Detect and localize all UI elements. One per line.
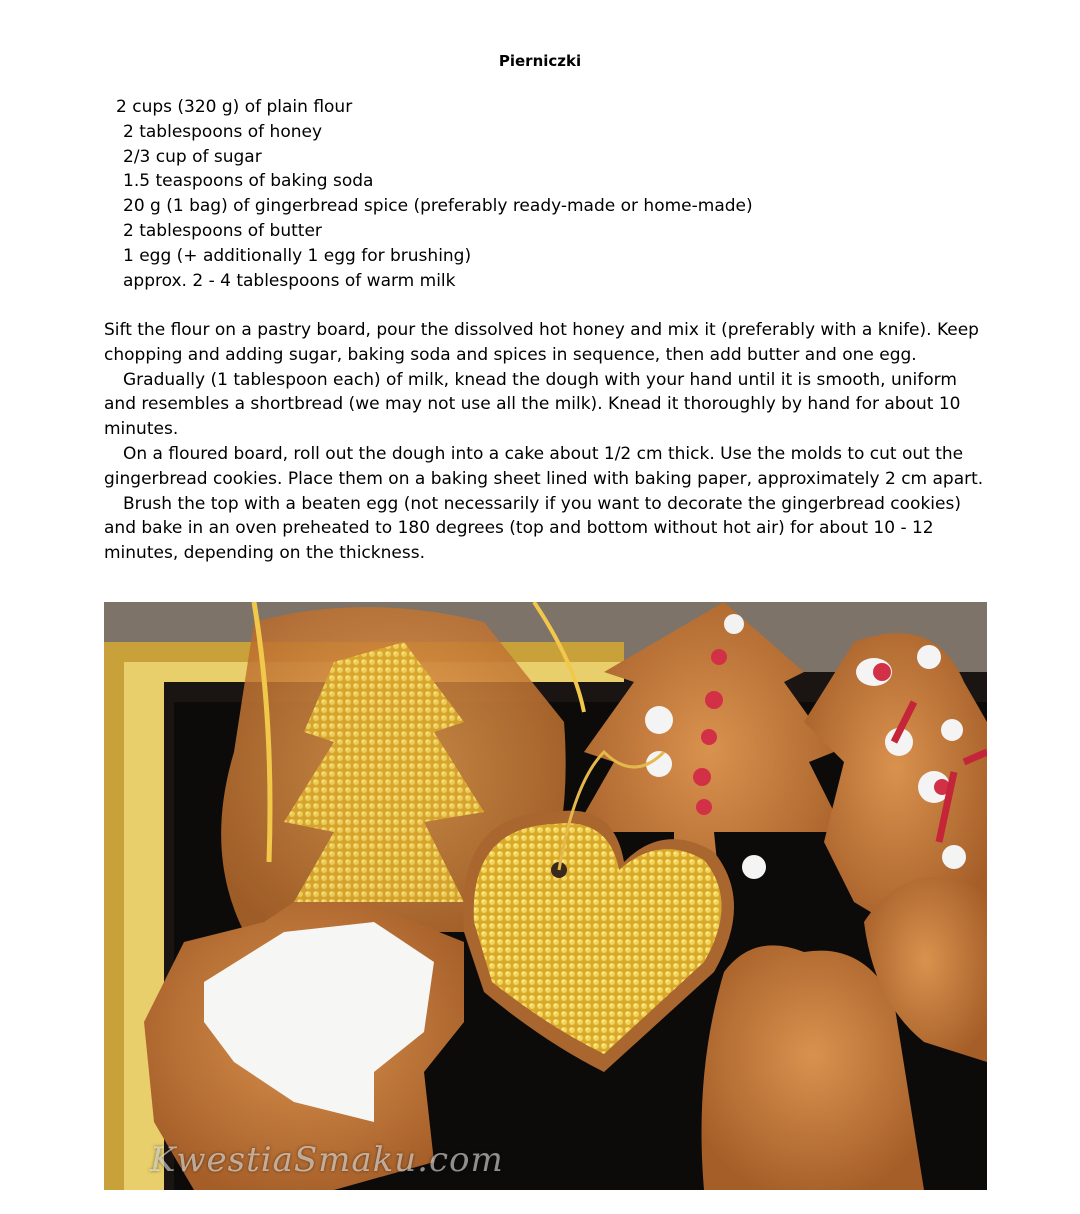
ingredient-item: 1 egg (+ additionally 1 egg for brushing) xyxy=(123,245,472,266)
ingredient-item: 2 tablespoons of honey xyxy=(123,121,323,142)
ingredient-item: 2 tablespoons of butter xyxy=(123,220,322,241)
ingredient-list xyxy=(116,95,753,293)
method-paragraph: Gradually (1 tablespoon each) of milk, knead the dough with your hand until it is smooth, uniform and resembles a shortbread (we may not use all the milk). Knead it thoroughly by hand for about 10 minutes. xyxy=(104,369,961,440)
method-paragraph: On a floured board, roll out the dough into a cake about 1/2 cm thick. Use the molds to cut out the gingerbread cookies. Place them on a baking sheet lined with baking paper, approximately 2 cm apart. xyxy=(104,443,984,489)
method-paragraph: Sift the flour on a pastry board, pour the dissolved hot honey and mix it (preferably with a knife). Keep chopping and adding sugar, baking soda and spices in sequence, then add butter and one egg. xyxy=(104,320,979,365)
ingredient-item: 20 g (1 bag) of gingerbread spice (preferably ready-made or home-made) xyxy=(123,196,753,217)
photo-watermark: KwestiaSmaku.com xyxy=(150,1140,504,1180)
gingerbread-photo xyxy=(104,602,987,1190)
gingerbread-illustration xyxy=(104,602,987,1190)
method-text xyxy=(104,318,984,566)
ingredient-item: approx. 2 - 4 tablespoons of warm milk xyxy=(123,270,456,291)
page-title: Pierniczki xyxy=(498,52,582,70)
ingredient-item: 1.5 teaspoons of baking soda xyxy=(123,171,374,192)
method-paragraph: Brush the top with a beaten egg (not necessarily if you want to decorate the gingerbread cookies) and bake in an oven preheated to 180 degrees (top and bottom without hot air) for about 10 - 12 minutes, depending on the thickness. xyxy=(104,493,961,564)
ingredient-item: 2/3 cup of sugar xyxy=(123,146,262,167)
ingredient-item: 2 cups (320 g) of plain flour xyxy=(116,97,353,117)
